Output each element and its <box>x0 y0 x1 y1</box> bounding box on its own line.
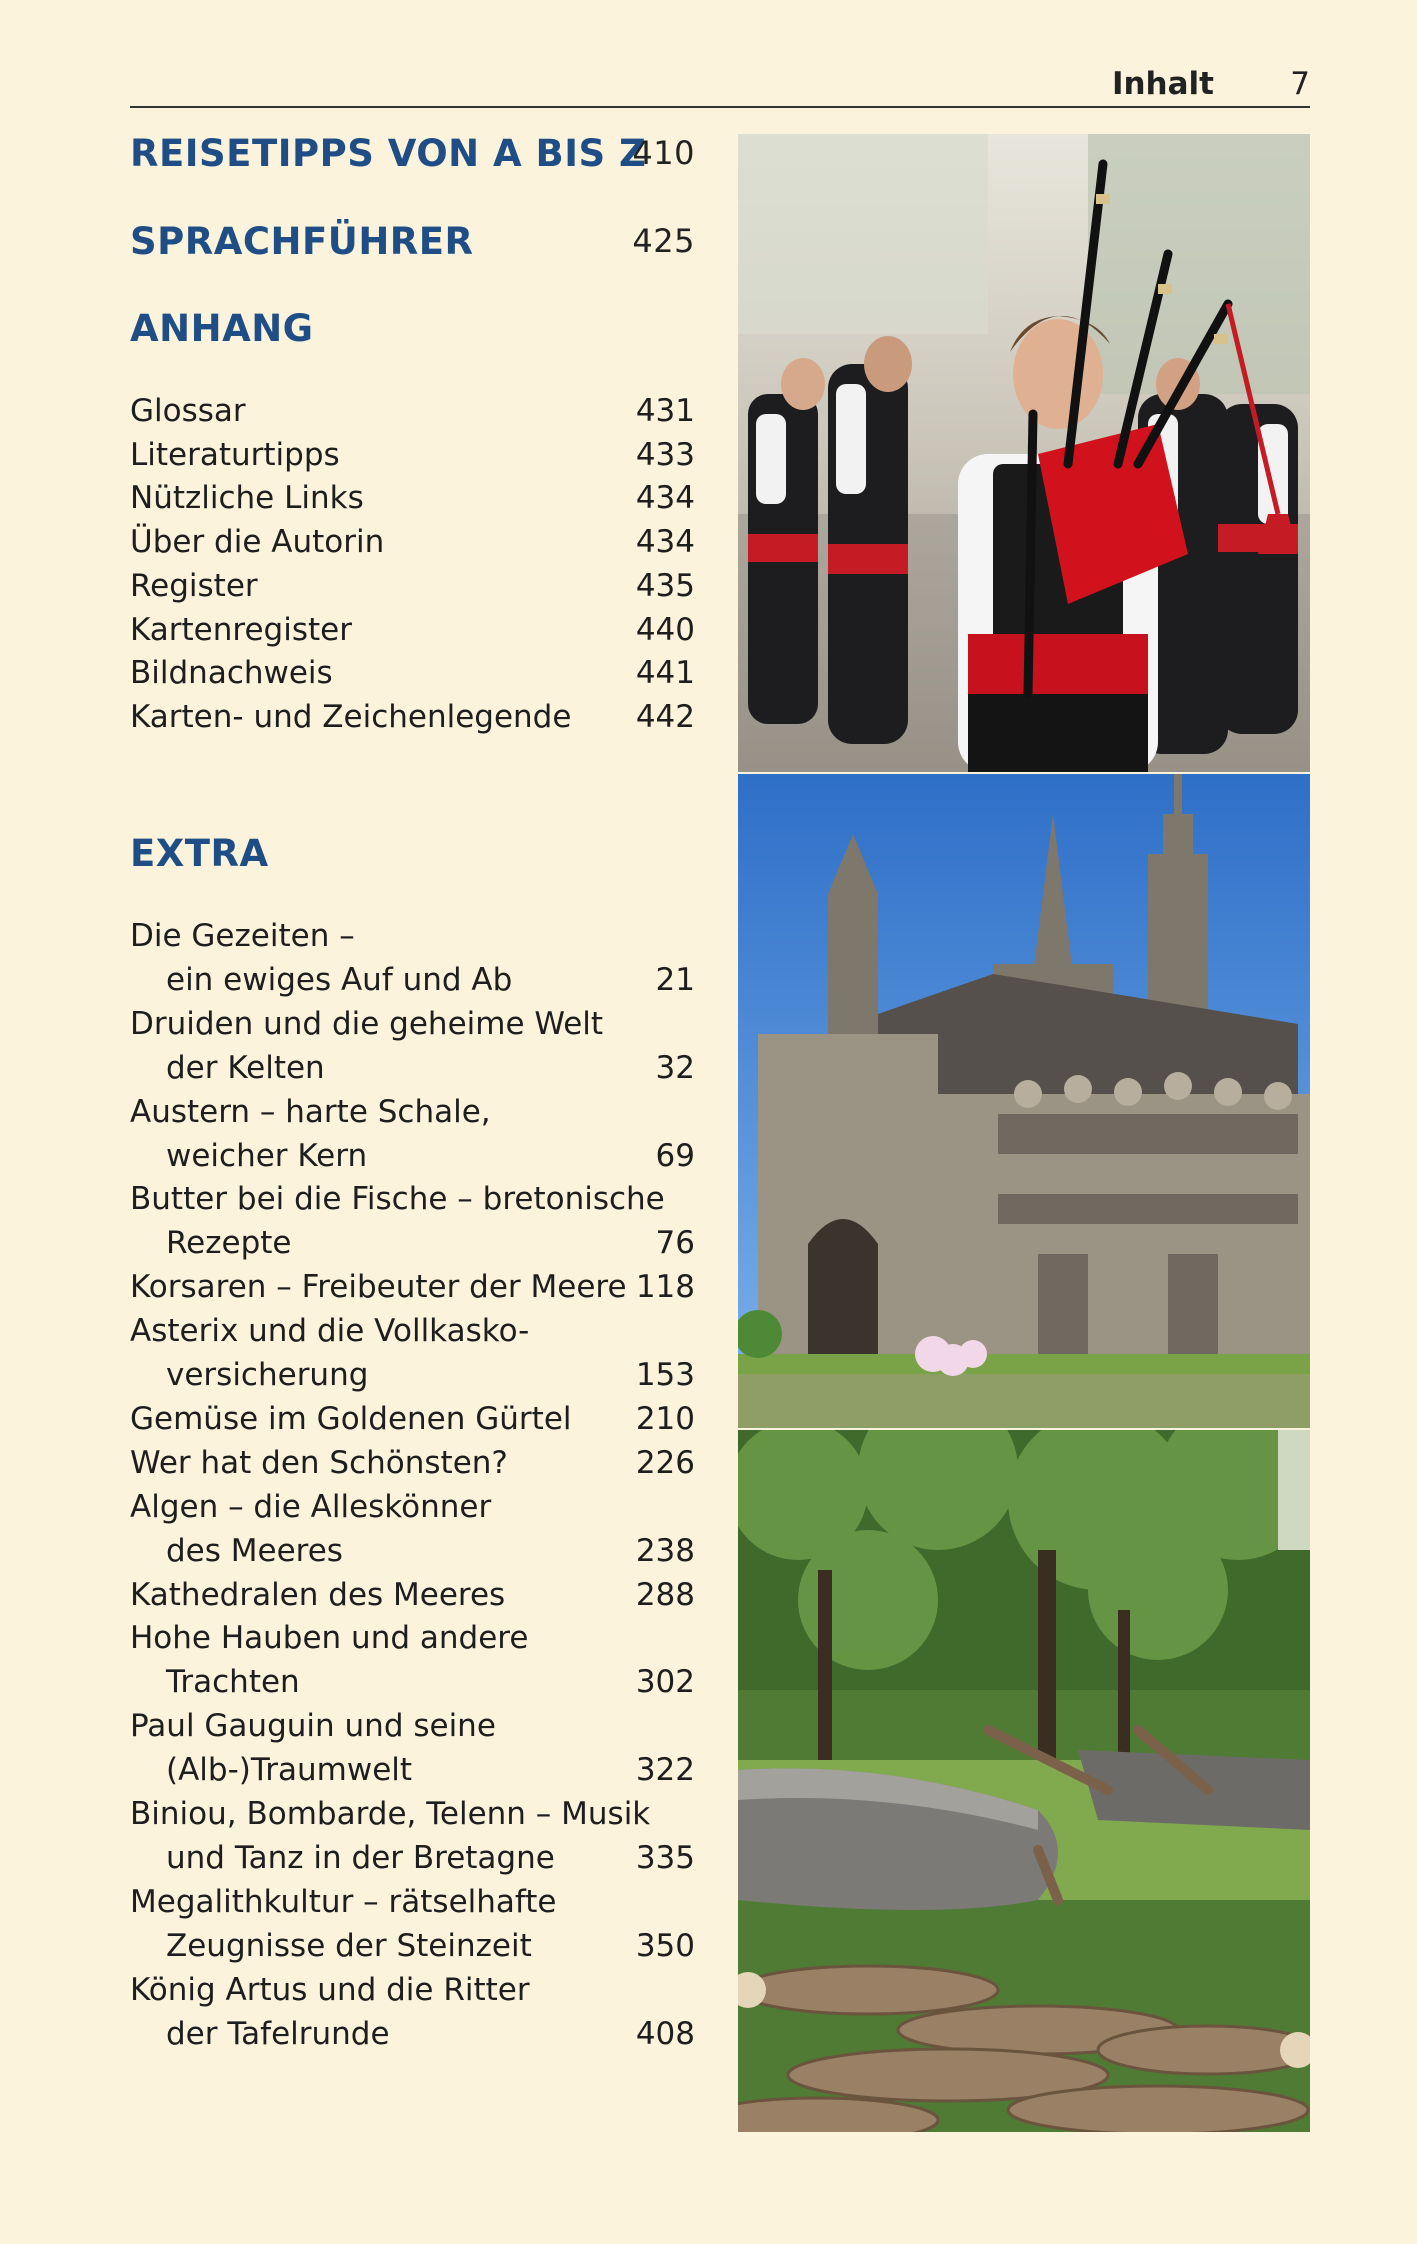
entry-title: Über die Autorin <box>130 524 385 561</box>
entry-page: 226 <box>635 1444 695 1481</box>
extra-entry[interactable] <box>130 1573 695 1617</box>
anhang-entry[interactable] <box>130 476 695 520</box>
heading-sprachfuehrer-page: 425 <box>632 222 695 260</box>
entry-title: Glossar <box>130 393 246 429</box>
extra-entry[interactable] <box>130 1177 695 1265</box>
entry-page: 434 <box>635 524 695 561</box>
entry-title-line2: Zeugnisse der Steinzeit <box>166 1927 532 1964</box>
entry-title-line2: und Tanz in der Bretagne <box>166 1840 555 1876</box>
photo-church-calvary <box>738 774 1310 1428</box>
entry-page: 32 <box>655 1049 695 1086</box>
entry-page: 350 <box>635 1927 695 1964</box>
anhang-entry[interactable] <box>130 564 695 608</box>
entry-title-line2: Trachten <box>166 1664 300 1701</box>
entry-page: 69 <box>655 1137 695 1174</box>
entry-title-line2: der Tafelrunde <box>166 2015 390 2052</box>
extra-entry[interactable] <box>130 1441 695 1485</box>
entry-page: 441 <box>635 655 695 692</box>
extra-entry[interactable] <box>130 1397 695 1441</box>
extra-entry[interactable] <box>130 1309 695 1397</box>
extra-entry[interactable] <box>130 1002 695 1090</box>
entry-page: 435 <box>635 567 695 604</box>
entry-page: 302 <box>635 1664 695 1701</box>
anhang-entry[interactable] <box>130 433 695 477</box>
entry-page: 210 <box>635 1400 695 1437</box>
extra-entry[interactable] <box>130 1616 695 1704</box>
entry-title-line2: versicherung <box>166 1357 369 1394</box>
entry-page: 408 <box>635 2015 695 2052</box>
photo-bagpiper-parade <box>738 134 1310 772</box>
extra-entry[interactable] <box>130 1968 695 2056</box>
entry-title-line1: Hohe Hauben und andere <box>130 1620 529 1657</box>
entry-page: 118 <box>635 1269 695 1306</box>
entry-title-line1: Druiden und die geheime Welt <box>130 1005 604 1042</box>
extra-entry[interactable] <box>130 914 695 1002</box>
entry-title-line1: Wer hat den Schönsten? <box>130 1444 508 1481</box>
heading-reisetipps-page: 410 <box>632 134 695 172</box>
entry-page: 440 <box>635 611 695 648</box>
header-section-title: Inhalt <box>1111 66 1214 102</box>
entry-title: Literaturtipps <box>130 436 340 473</box>
heading-anhang <box>130 307 695 350</box>
entry-page: 431 <box>635 393 695 429</box>
entry-title-line2: ein ewiges Auf und Ab <box>166 962 513 998</box>
entry-title-line1: Megalithkultur – rätselhafte <box>130 1883 557 1920</box>
entry-page: 153 <box>635 1357 695 1394</box>
entry-title-line2: Rezepte <box>166 1225 292 1262</box>
heading-extra <box>130 832 695 875</box>
entry-title-line1: Gemüse im Goldenen Gürtel <box>130 1400 572 1437</box>
entry-title: Bildnachweis <box>130 655 333 692</box>
entry-page: 238 <box>635 1532 695 1569</box>
entry-title-line2: der Kelten <box>166 1049 325 1086</box>
heading-anhang-title: ANHANG <box>130 307 314 350</box>
entry-page: 76 <box>655 1225 695 1262</box>
entry-page: 434 <box>635 480 695 517</box>
photo-forest-megaliths <box>738 1430 1310 2132</box>
extra-entry[interactable] <box>130 1792 695 1880</box>
entry-title: Nützliche Links <box>130 480 364 517</box>
entry-title-line1: Paul Gauguin und seine <box>130 1708 496 1745</box>
heading-extra-title: EXTRA <box>130 832 269 875</box>
heading-sprachfuehrer-title: SPRACHFÜHRER <box>130 220 474 263</box>
heading-reisetipps-title: REISETIPPS VON A BIS Z <box>130 132 647 175</box>
entry-title-line1: Austern – harte Schale, <box>130 1093 491 1130</box>
extra-entry[interactable] <box>130 1485 695 1573</box>
extra-entry[interactable] <box>130 1704 695 1792</box>
entry-title-line2: weicher Kern <box>166 1137 368 1174</box>
anhang-entry[interactable] <box>130 651 695 695</box>
entry-title: Register <box>130 567 258 604</box>
heading-reisetipps[interactable] <box>130 132 695 175</box>
entry-title-line1: Korsaren – Freibeuter der Meere <box>130 1269 627 1306</box>
extra-entry[interactable] <box>130 1880 695 1968</box>
entry-title-line2: des Meeres <box>166 1532 343 1569</box>
running-header <box>130 62 1310 108</box>
heading-sprachfuehrer[interactable] <box>130 220 695 263</box>
entry-page: 335 <box>635 1840 695 1876</box>
entry-title-line1: Asterix und die Vollkasko- <box>130 1313 530 1350</box>
anhang-entry[interactable] <box>130 520 695 564</box>
entry-title: Karten- und Zeichenlegende <box>130 698 572 735</box>
entry-title-line1: Butter bei die Fische – bretonische <box>130 1181 665 1218</box>
entry-title: Kartenregister <box>130 611 352 648</box>
entry-page: 433 <box>635 436 695 473</box>
extra-entry[interactable] <box>130 1090 695 1178</box>
extra-entry[interactable] <box>130 1265 695 1309</box>
entry-title-line1: Biniou, Bombarde, Telenn – Musik <box>130 1796 651 1832</box>
anhang-entry[interactable] <box>130 695 695 739</box>
entry-page: 288 <box>635 1576 695 1613</box>
entry-title-line1: Algen – die Alleskönner <box>130 1488 492 1525</box>
entry-title-line1: König Artus und die Ritter <box>130 1971 530 2008</box>
entry-page: 322 <box>635 1752 695 1789</box>
anhang-entry[interactable] <box>130 608 695 652</box>
entry-title-line2: (Alb-)Traumwelt <box>166 1752 413 1789</box>
entry-page: 442 <box>635 698 695 735</box>
header-page-number: 7 <box>1290 66 1310 102</box>
anhang-entry[interactable] <box>130 389 695 433</box>
entry-page: 21 <box>655 962 695 998</box>
entry-title-line1: Die Gezeiten – <box>130 918 355 954</box>
entry-title-line1: Kathedralen des Meeres <box>130 1576 506 1613</box>
